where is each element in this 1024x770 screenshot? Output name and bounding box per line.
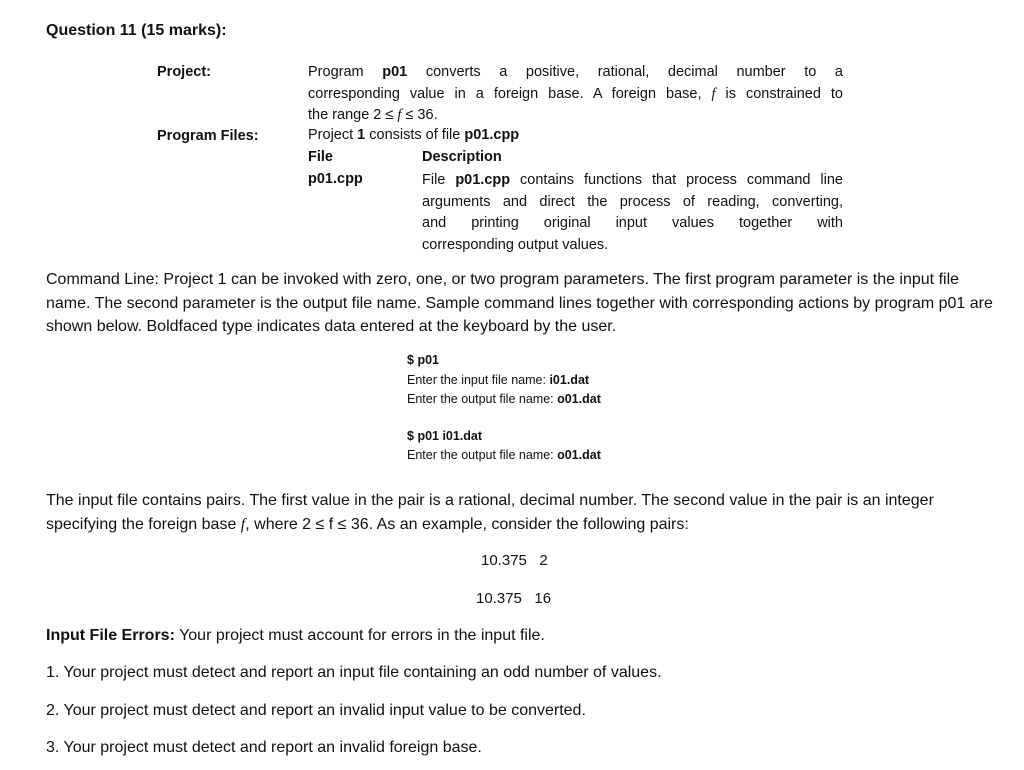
input-file-paragraph: The input file contains pairs. The first value in the pair is a rational, decimal number. The second value in the pair is an integer specifying the foreign base f, where 2 ≤ f ≤ 36. As an example, consider the following pairs: [46,492,934,533]
error-item-2: 2. Your project must detect and report an invalid input value to be converted. [46,702,586,719]
question-title: Question 11 (15 marks): [46,22,227,39]
example-pair-1: 10.375 2 [481,552,548,569]
project-desc-line-3: the range 2 ≤ f ≤ 36. [308,107,438,123]
description-column-header: Description [422,149,502,165]
program-files-label: Program Files: [157,128,259,144]
command-line-paragraph: Command Line: Project 1 can be invoked with zero, one, or two program parameters. The first program parameter is the input file name. The second parameter is the output file name. Sample command lines together with corresponding actions by program p01 are shown below. Boldfaced type indicates data entered at the keyboard by the user. [46,271,993,335]
input-file-errors-heading: Input File Errors: Your project must account for errors in the input file. [46,627,545,644]
project-description [308,62,843,127]
sample-output-prompt-2: Enter the output file name: o01.dat [407,448,601,462]
file-column-header: File [308,149,333,165]
file-name-cell: p01.cpp [308,171,363,187]
file-desc-line-2: arguments and direct the process of reading, converting, [422,193,843,210]
file-desc-line-3: and printing original input values together with [422,215,843,231]
example-pair-2: 10.375 16 [476,590,552,607]
file-desc-line-1: File p01.cpp contains functions that process command line [422,172,843,188]
error-item-1: 1. Your project must detect and report an input file containing an odd number of values. [46,664,662,681]
sample-output-prompt: Enter the output file name: o01.dat [407,392,601,406]
project-label: Project: [157,64,211,80]
sample-input-prompt: Enter the input file name: i01.dat [407,373,590,387]
file-description-cell [422,170,843,256]
file-desc-line-4: corresponding output values. [422,236,609,253]
project-desc-line-2: corresponding value in a foreign base. A foreign base, f is constrained to [308,85,843,102]
project-desc-line-1: Program p01 converts a positive, rational, decimal number to a [308,64,843,80]
sample-command-1: $ p01 [407,353,439,367]
error-item-3: 3. Your project must detect and report an invalid foreign base. [46,739,482,756]
sample-command-2: $ p01 i01.dat [407,429,483,443]
program-files-intro: Project 1 consists of file p01.cpp [308,127,520,143]
